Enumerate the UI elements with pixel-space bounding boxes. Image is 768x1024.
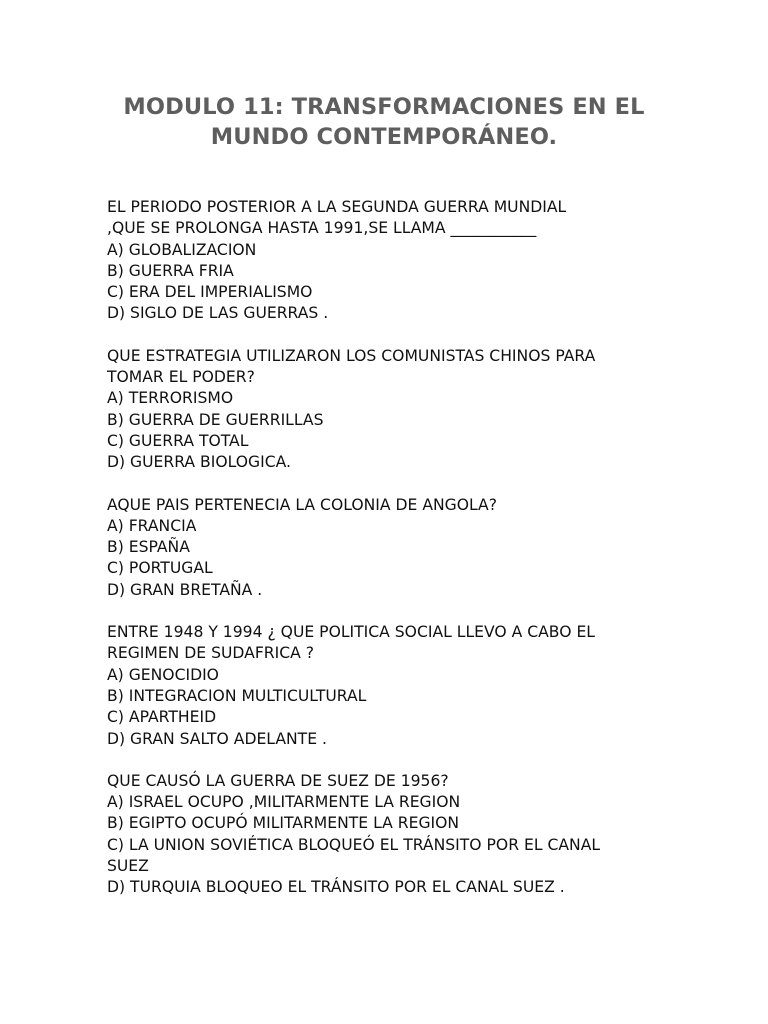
answer-option: SUEZ: [107, 857, 149, 876]
answer-option: B) GUERRA DE GUERRILLAS: [107, 410, 324, 429]
question-5: [107, 771, 747, 899]
answer-option: D) SIGLO DE LAS GUERRAS .: [107, 304, 329, 323]
answer-option: D) GRAN BRETAÑA .: [107, 580, 263, 599]
answer-option: C) LA UNION SOVIÉTICA BLOQUEÓ EL TRÁNSITO POR EL CANAL: [107, 835, 601, 854]
question-1: [107, 197, 747, 325]
answer-option: C) PORTUGAL: [107, 559, 213, 578]
question-prompt: EL PERIODO POSTERIOR A LA SEGUNDA GUERRA MUNDIAL: [107, 198, 567, 216]
answer-option: C) GUERRA TOTAL: [107, 431, 249, 450]
title-line: MUNDO CONTEMPORÁNEO.: [210, 124, 558, 150]
question-3: [107, 495, 747, 601]
answer-option: B) GUERRA FRIA: [107, 261, 234, 280]
answer-option: A) ISRAEL OCUPO ,MILITARMENTE LA REGION: [107, 793, 461, 812]
answer-option: B) INTEGRACION MULTICULTURAL: [107, 686, 367, 705]
question-prompt: QUE ESTRATEGIA UTILIZARON LOS COMUNISTAS CHINOS PARA: [107, 346, 596, 365]
answer-option: D) TURQUIA BLOQUEO EL TRÁNSITO POR EL CANAL SUEZ .: [107, 878, 565, 897]
question-list: [107, 197, 747, 920]
answer-option: A) TERRORISMO: [107, 389, 234, 408]
page-title: [0, 92, 768, 152]
answer-option: A) FRANCIA: [107, 516, 197, 535]
answer-option: C) ERA DEL IMPERIALISMO: [107, 283, 313, 302]
question-prompt: TOMAR EL PODER?: [107, 368, 255, 387]
question-4: [107, 622, 747, 750]
answer-option: A) GLOBALIZACION: [107, 240, 257, 259]
title-line: MODULO 11: TRANSFORMACIONES EN EL: [123, 94, 645, 120]
answer-option: D) GRAN SALTO ADELANTE .: [107, 729, 327, 748]
answer-option: B) ESPAÑA: [107, 538, 190, 557]
answer-option: C) APARTHEID: [107, 708, 217, 727]
question-prompt: ,QUE SE PROLONGA HASTA 1991,SE LLAMA ___________: [107, 219, 537, 238]
answer-option: A) GENOCIDIO: [107, 665, 219, 684]
question-prompt: AQUE PAIS PERTENECIA LA COLONIA DE ANGOLA?: [107, 495, 498, 514]
question-prompt: REGIMEN DE SUDAFRICA ?: [107, 644, 315, 663]
question-2: [107, 346, 747, 474]
question-prompt: QUE CAUSÓ LA GUERRA DE SUEZ DE 1956?: [107, 771, 449, 790]
answer-option: B) EGIPTO OCUPÓ MILITARMENTE LA REGION: [107, 814, 460, 833]
question-prompt: ENTRE 1948 Y 1994 ¿ QUE POLITICA SOCIAL LLEVO A CABO EL: [107, 623, 595, 642]
answer-option: D) GUERRA BIOLOGICA.: [107, 453, 291, 472]
